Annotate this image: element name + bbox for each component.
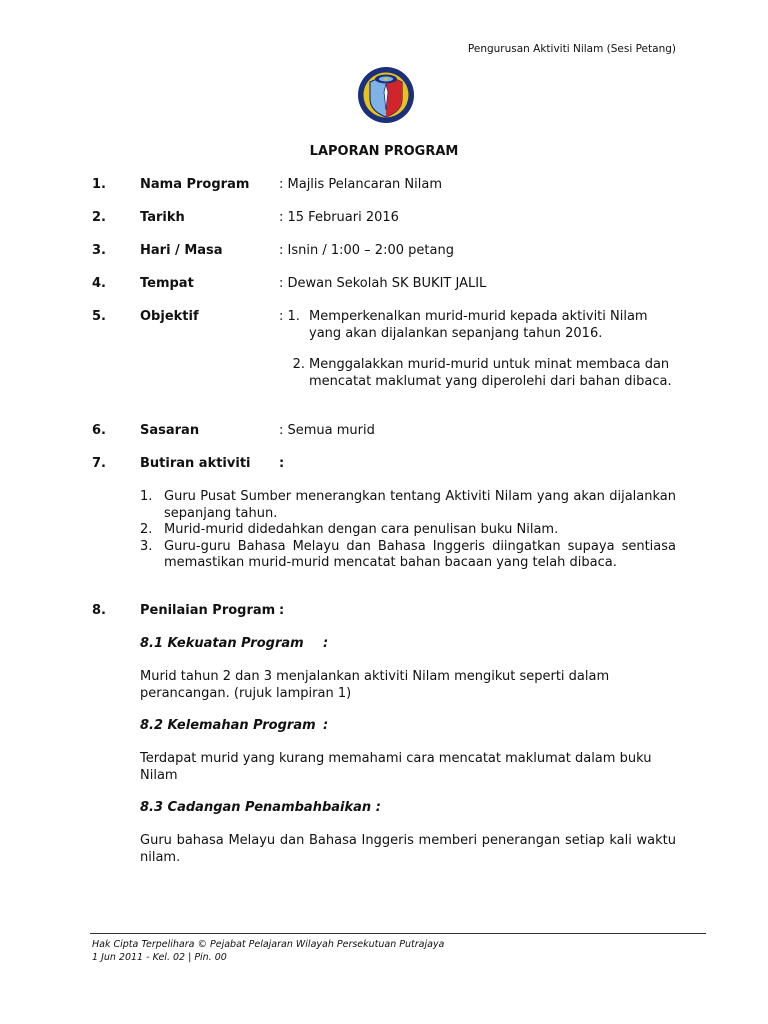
field-number: 6. [92, 423, 106, 438]
field-label: Butiran aktiviti [140, 456, 251, 471]
field-number: 7. [92, 456, 106, 471]
field-number: 2. [92, 210, 106, 225]
footer-copyright: Hak Cipta Terpelihara © Pejabat Pelajaran Wilayah Persekutuan Putrajaya [92, 939, 445, 950]
field-label: Hari / Masa [140, 243, 223, 258]
field-number: 3. [92, 243, 106, 258]
field-label: Tarikh [140, 210, 185, 225]
field-colon: : [279, 456, 285, 471]
list-item-number: 3. [140, 538, 153, 554]
field-label: Tempat [140, 276, 194, 291]
weakness-paragraph: Terdapat murid yang kurang memahami cara mencatat maklumat dalam buku Nilam [140, 751, 652, 783]
field-value: : Isnin / 1:00 – 2:00 petang [279, 243, 454, 258]
section-heading: 8.1 Kekuatan Program [140, 636, 304, 651]
footer-version: 1 Jun 2011 - Kel. 02 | Pin. 00 [92, 952, 227, 963]
footer-divider [90, 933, 706, 934]
section-heading: 8.3 Cadangan Penambahbaikan : [140, 800, 381, 815]
footer [92, 938, 444, 964]
field-value: : Dewan Sekolah SK BUKIT JALIL [279, 276, 487, 291]
field-colon: : [279, 603, 285, 618]
list-item-text: Guru Pusat Sumber menerangkan tentang Aktiviti Nilam yang akan dijalankan sepanjang tahun. [164, 489, 676, 521]
improvement-paragraph: Guru bahasa Melayu dan Bahasa Inggeris memberi penerangan setiap kali waktu nilam. [140, 833, 676, 865]
list-item [140, 522, 676, 539]
objective-prefix: : 1. [279, 309, 300, 324]
field-value: : 15 Februari 2016 [279, 210, 399, 225]
section-heading: 8.2 Kelemahan Program [140, 718, 316, 733]
field-label: Sasaran [140, 423, 200, 438]
objective-prefix: 2. [292, 357, 305, 372]
school-crest-icon [357, 66, 415, 124]
field-number: 5. [92, 309, 106, 324]
page-header: Pengurusan Aktiviti Nilam (Sesi Petang) [467, 43, 676, 55]
field-label: Nama Program [140, 177, 250, 192]
objective-item [279, 357, 679, 390]
document-title: LAPORAN PROGRAM [309, 144, 459, 159]
field-value: : Semua murid [279, 423, 375, 438]
activity-list [140, 489, 676, 572]
field-label: Objektif [140, 309, 199, 324]
list-item [140, 539, 676, 572]
objective-text: Menggalakkan murid-murid untuk minat membaca dan mencatat maklumat yang diperolehi dari bahan dibaca. [309, 357, 672, 389]
list-item-number: 1. [140, 489, 153, 504]
field-number: 8. [92, 603, 106, 618]
list-item-text: Murid-murid didedahkan dengan cara penulisan buku Nilam. [164, 522, 559, 537]
list-item [140, 489, 676, 522]
list-item-number: 2. [140, 522, 153, 537]
section-colon: : [323, 636, 329, 651]
list-item-text: Guru-guru Bahasa Melayu dan Bahasa Inggeris diingatkan supaya sentiasa memastikan murid-murid mencatat bahan bacaan yang telah dibaca. [164, 538, 676, 570]
strength-paragraph: Murid tahun 2 dan 3 menjalankan aktiviti Nilam mengikut seperti dalam perancangan. (rujuk lampiran 1) [140, 669, 610, 701]
objective-text: Memperkenalkan murid-murid kepada aktiviti Nilam yang akan dijalankan sepanjang tahun 2016. [309, 309, 648, 341]
field-number: 1. [92, 177, 106, 192]
section-colon: : [323, 718, 329, 733]
field-value: : Majlis Pelancaran Nilam [279, 177, 443, 192]
field-number: 4. [92, 276, 106, 291]
objective-item [279, 309, 679, 342]
field-label: Penilaian Program [140, 603, 276, 618]
